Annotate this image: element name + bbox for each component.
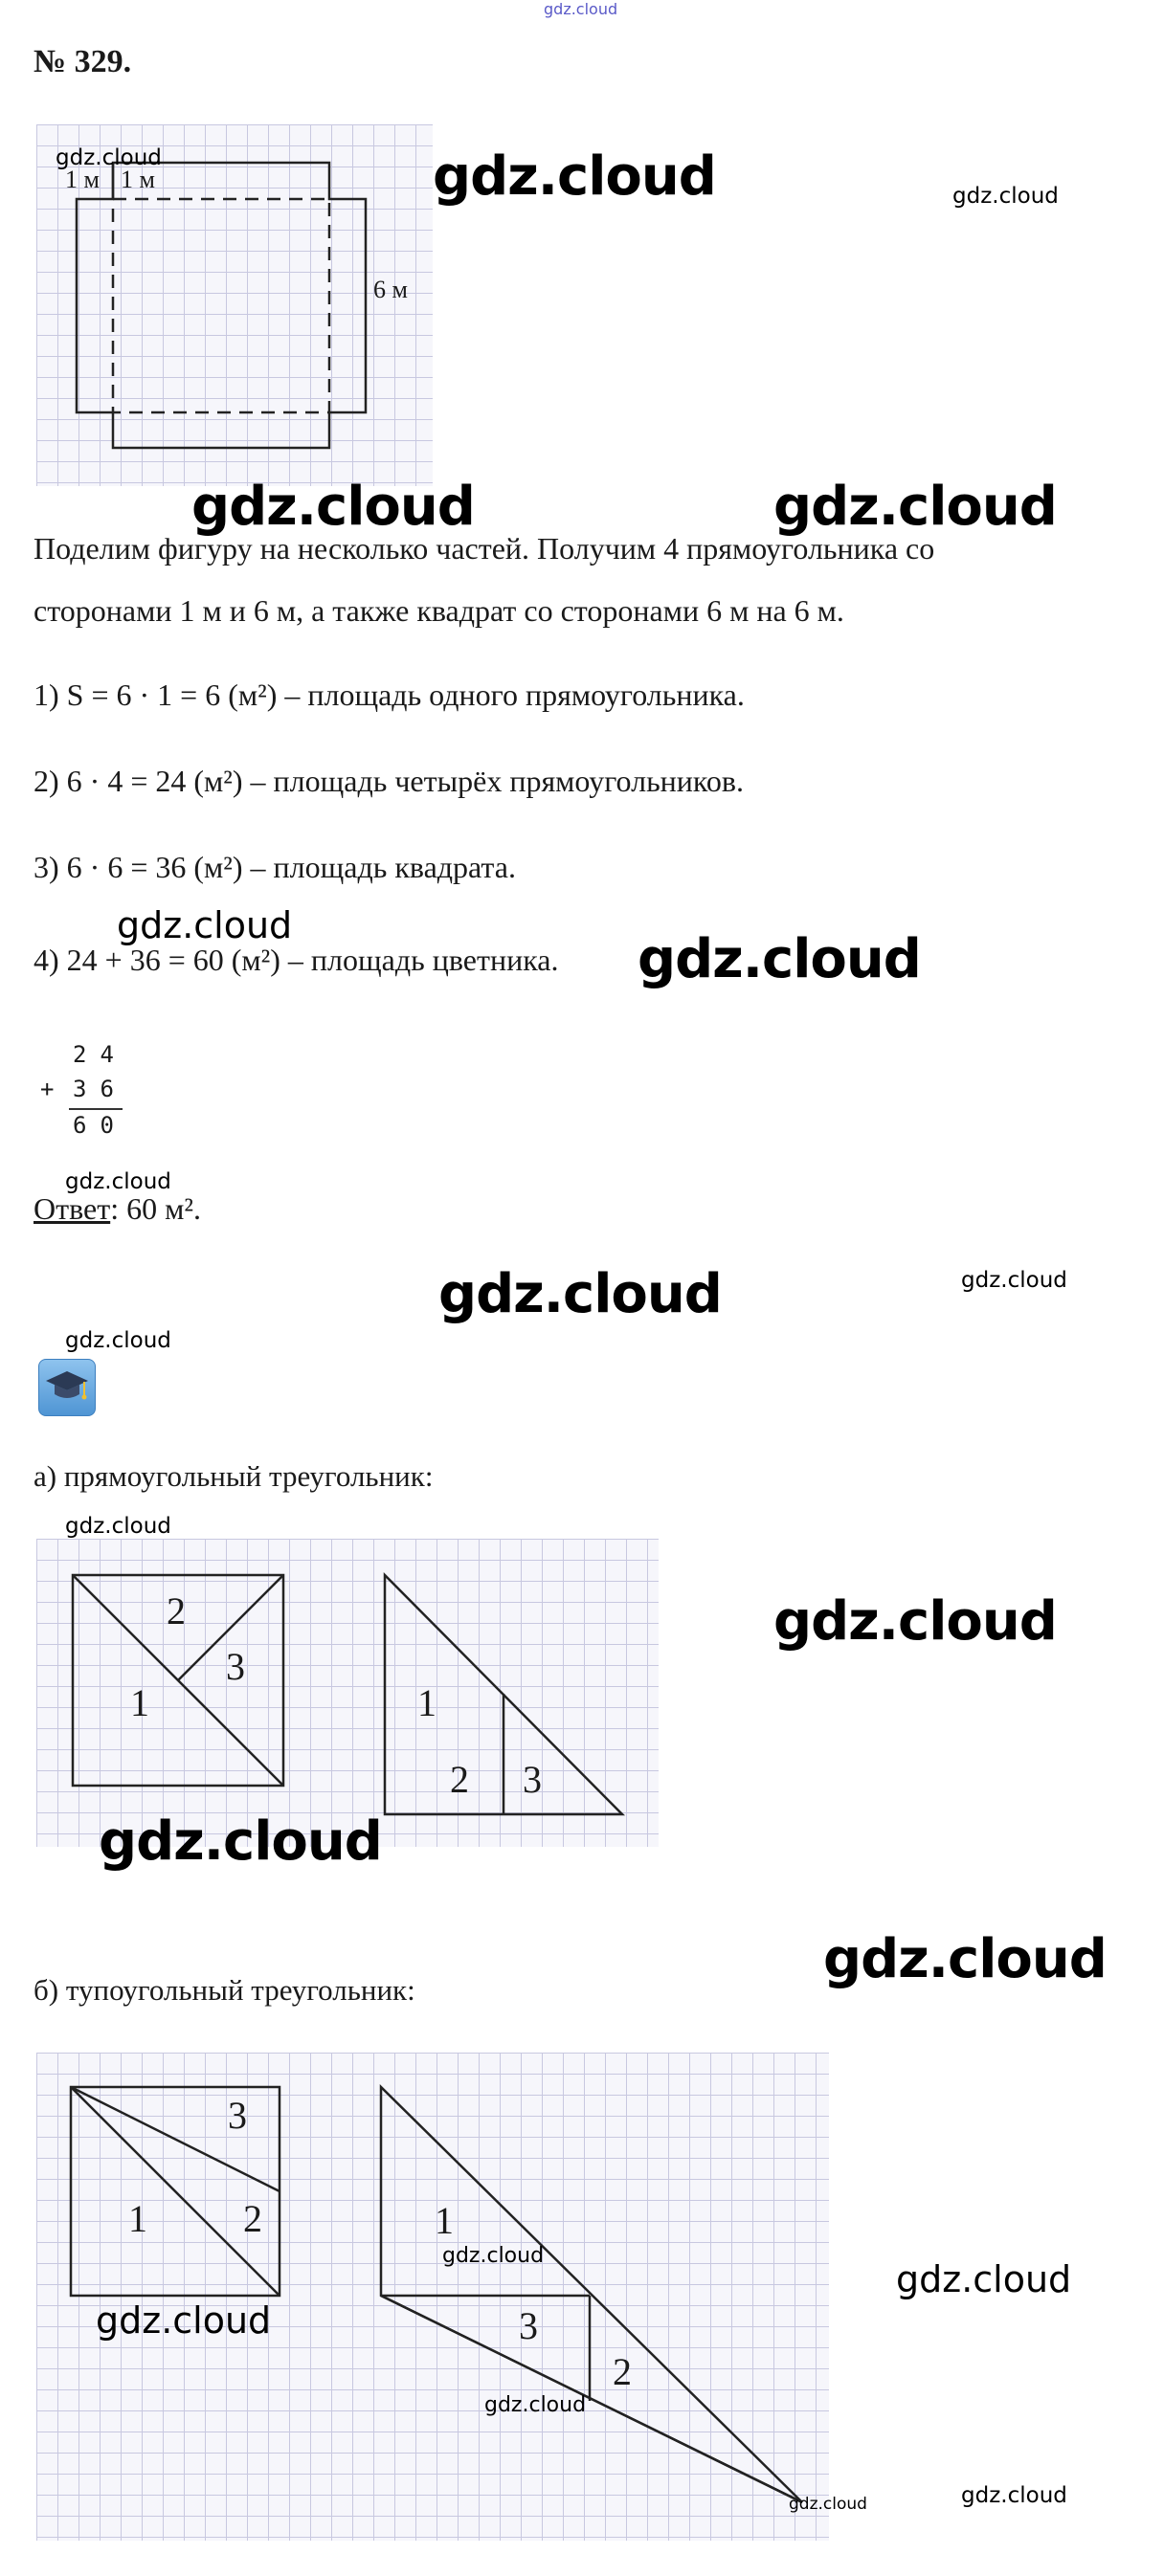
graduation-cap-icon[interactable] (38, 1359, 96, 1416)
solution-step: 1) S = 6 · 1 = 6 (м²) – площадь одного прямоугольника. (34, 677, 745, 712)
part-a-heading: а) прямоугольный треугольник: (34, 1459, 434, 1493)
watermark-small: gdz.cloud (789, 2495, 867, 2514)
piece-number: 1 (128, 2197, 147, 2240)
answer-label: Ответ (34, 1191, 111, 1226)
piece-number: 2 (450, 1758, 469, 1801)
watermark-large: gdz.cloud (823, 1928, 1107, 1990)
addition-sign: + (40, 1076, 55, 1102)
label-1m-first: 1 м (65, 166, 100, 193)
piece-number: 1 (417, 1681, 436, 1724)
watermark-large: gdz.cloud (433, 145, 716, 208)
solution-text-line: сторонами 1 м и 6 м, а также квадрат со сторонами 6 м на 6 м. (34, 593, 844, 628)
watermark-large: gdz.cloud (773, 476, 1057, 538)
piece-number: 3 (519, 2304, 538, 2347)
answer-line (34, 1191, 201, 1227)
watermark-large: gdz.cloud (191, 476, 475, 538)
watermark-small: gdz.cloud (484, 2393, 587, 2417)
label-6m: 6 м (373, 276, 408, 303)
watermark-small: gdz.cloud (56, 145, 162, 170)
answer-value: : 60 м². (110, 1191, 201, 1226)
watermark-small: gdz.cloud (952, 184, 1059, 209)
watermark-large: gdz.cloud (99, 1810, 382, 1873)
piece-number: 3 (523, 1758, 542, 1801)
addition-bottom: 36 (73, 1076, 127, 1102)
obtuse-triangles-drawing (36, 2053, 829, 2541)
piece-number: 3 (226, 1645, 245, 1688)
addition-line (69, 1108, 123, 1110)
watermark-medium: gdz.cloud (117, 904, 293, 946)
piece-number: 2 (613, 2350, 632, 2393)
watermark-large: gdz.cloud (638, 928, 921, 990)
top-watermark: gdz.cloud (544, 0, 618, 18)
watermark-medium: gdz.cloud (896, 2258, 1072, 2300)
watermark-small: gdz.cloud (65, 1328, 171, 1353)
watermark-small: gdz.cloud (442, 2244, 545, 2268)
label-1m-second: 1 м (121, 166, 155, 193)
watermark-large: gdz.cloud (773, 1590, 1057, 1653)
solution-step: 4) 24 + 36 = 60 (м²) – площадь цветника. (34, 943, 559, 977)
piece-number: 1 (130, 1681, 149, 1724)
piece-number: 3 (228, 2094, 247, 2137)
piece-number: 2 (243, 2197, 262, 2240)
solution-step: 2) 6 · 4 = 24 (м²) – площадь четырёх прямоугольников. (34, 764, 744, 798)
watermark-small: gdz.cloud (961, 1268, 1067, 1293)
solution-step: 3) 6 · 6 = 36 (м²) – площадь квадрата. (34, 850, 516, 884)
figure-right-triangles (36, 1539, 659, 1847)
watermark-medium: gdz.cloud (96, 2299, 272, 2342)
figure-obtuse-triangles (36, 2053, 867, 2541)
problem-number: № 329. (34, 44, 132, 79)
watermark-small: gdz.cloud (65, 1514, 171, 1539)
solution-text-line: Поделим фигуру на несколько частей. Получим 4 прямоугольника со (34, 531, 935, 566)
piece-number: 1 (435, 2199, 454, 2242)
addition-top: 24 (73, 1041, 127, 1068)
addition-result: 60 (73, 1112, 127, 1139)
watermark-small: gdz.cloud (65, 1169, 171, 1194)
piece-number: 2 (167, 1589, 186, 1632)
part-b-heading: б) тупоугольный треугольник: (34, 1973, 415, 2007)
figure-flowerbed (36, 124, 433, 486)
watermark-large: gdz.cloud (438, 1263, 722, 1325)
watermark-small: gdz.cloud (961, 2483, 1067, 2508)
